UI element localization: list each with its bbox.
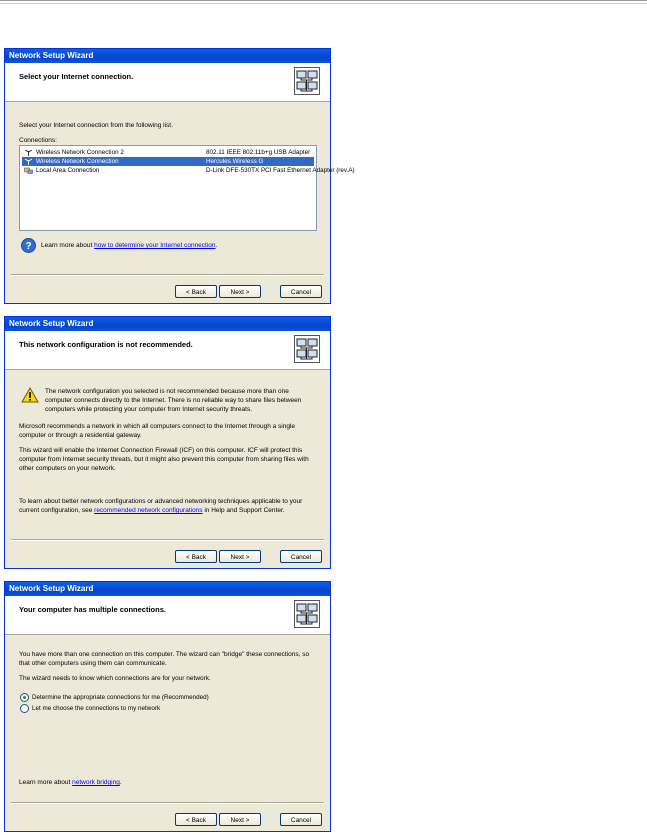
help-icon xyxy=(21,238,36,253)
learn-more-suffix: in Help and Support Center. xyxy=(202,507,285,514)
wireless-antenna-icon xyxy=(24,158,33,165)
connection-name: Local Area Connection xyxy=(36,167,100,174)
warning-icon xyxy=(21,387,39,403)
radio-determine-connections[interactable] xyxy=(20,693,29,702)
next-button[interactable]: Next > xyxy=(219,550,261,563)
wizard-header xyxy=(5,331,330,370)
instruction-text: Select your Internet connection from the following list. xyxy=(19,122,173,129)
wizard-header xyxy=(5,596,330,635)
dialog-body xyxy=(19,650,317,689)
back-button[interactable]: < Back xyxy=(175,550,217,563)
dialog-title[interactable]: Network Setup Wizard xyxy=(5,49,330,63)
wireless-antenna-icon xyxy=(24,149,33,156)
dialog-select-internet-connection xyxy=(4,48,355,304)
firewall-text: This wizard will enable the Internet Connection Firewall (ICF) on this computer. ICF will protect this computer from Internet security threats, but it might also prevent this computer from sharing files with other computers on your network. xyxy=(19,447,309,472)
radio-determine-label[interactable]: Determine the appropriate connections for me (Recommended) xyxy=(32,694,209,701)
recommendation-text: Microsoft recommends a network in which all computers connect to the Internet through a single computer or through a residential gateway. xyxy=(19,423,296,439)
connections-label: Connections: xyxy=(19,137,57,144)
learn-more-prefix: Learn more about xyxy=(41,242,95,249)
lan-connection-icon xyxy=(24,167,33,174)
radio-choose-label[interactable]: Let me choose the connections to my network xyxy=(32,705,161,712)
connection-device: 802.11 IEEE 802.11b+g USB Adapter xyxy=(206,149,311,156)
warning-text: The network configuration you selected is not recommended because more than one computer connects directly to the Internet. There is no reliable way to share files between computers while protecting your computer from Internet security threats. xyxy=(45,388,302,413)
learn-more-text xyxy=(19,779,122,786)
dialog-body xyxy=(19,422,317,479)
page-top-rule xyxy=(0,0,647,1)
dialog-body xyxy=(19,121,318,145)
learn-more-text xyxy=(41,242,217,249)
radio-choose-connections[interactable] xyxy=(20,704,29,713)
connection-name: Wireless Network Connection 2 xyxy=(36,149,124,156)
footer-divider xyxy=(11,274,324,276)
learn-more-text xyxy=(19,497,319,515)
learn-more-link[interactable]: how to determine your Internet connection xyxy=(94,242,216,249)
connection-name: Wireless Network Connection xyxy=(36,158,119,165)
next-button[interactable]: Next > xyxy=(219,285,261,298)
network-wizard-icon xyxy=(294,600,320,628)
connection-device: Hercules Wireless G xyxy=(206,158,264,165)
cancel-button[interactable]: Cancel xyxy=(280,550,322,563)
list-item[interactable] xyxy=(22,166,355,175)
dialog-title[interactable]: Network Setup Wizard xyxy=(5,582,330,596)
wizard-header xyxy=(5,63,330,102)
network-wizard-icon xyxy=(294,67,320,95)
dialog-multiple-connections xyxy=(4,581,331,832)
learn-more-suffix: . xyxy=(215,242,218,249)
cancel-button[interactable]: Cancel xyxy=(280,813,322,826)
page-top-rule-secondary xyxy=(0,3,647,4)
network-bridging-link[interactable]: network bridging xyxy=(72,779,120,786)
dialog-title[interactable]: Network Setup Wizard xyxy=(5,317,330,331)
learn-more-prefix: To learn about better network configurations or advanced networking techniques applicable to your current configuration, see xyxy=(19,498,303,514)
footer-divider xyxy=(11,802,324,804)
learn-more-prefix: Learn more about xyxy=(19,779,73,786)
bridge-explanation-text: You have more than one connection on this computer. The wizard can "bridge" these connections, so that other computers using them can communicate. xyxy=(19,651,310,667)
wizard-header-title: Select your Internet connection. xyxy=(19,72,134,81)
svg-text:?: ? xyxy=(25,241,32,252)
cancel-button[interactable]: Cancel xyxy=(280,285,322,298)
connection-device: D-Link DFE-530TX PCI Fast Ethernet Adapter (rev.A) xyxy=(206,167,355,174)
footer-divider xyxy=(11,539,324,541)
recommended-configurations-link[interactable]: recommended network configurations xyxy=(94,507,203,514)
next-button[interactable]: Next > xyxy=(219,813,261,826)
learn-more-suffix: . xyxy=(119,779,122,786)
back-button[interactable]: < Back xyxy=(175,285,217,298)
dialog-not-recommended xyxy=(4,316,331,569)
list-item-selected[interactable] xyxy=(22,157,314,166)
network-wizard-icon xyxy=(294,335,320,363)
list-item[interactable] xyxy=(22,148,314,157)
which-connections-text: The wizard needs to know which connections are for your network. xyxy=(19,675,211,682)
connections-listbox[interactable] xyxy=(19,145,355,231)
wizard-header-title: This network configuration is not recommended. xyxy=(19,340,193,349)
wizard-header-title: Your computer has multiple connections. xyxy=(19,605,166,614)
back-button[interactable]: < Back xyxy=(175,813,217,826)
